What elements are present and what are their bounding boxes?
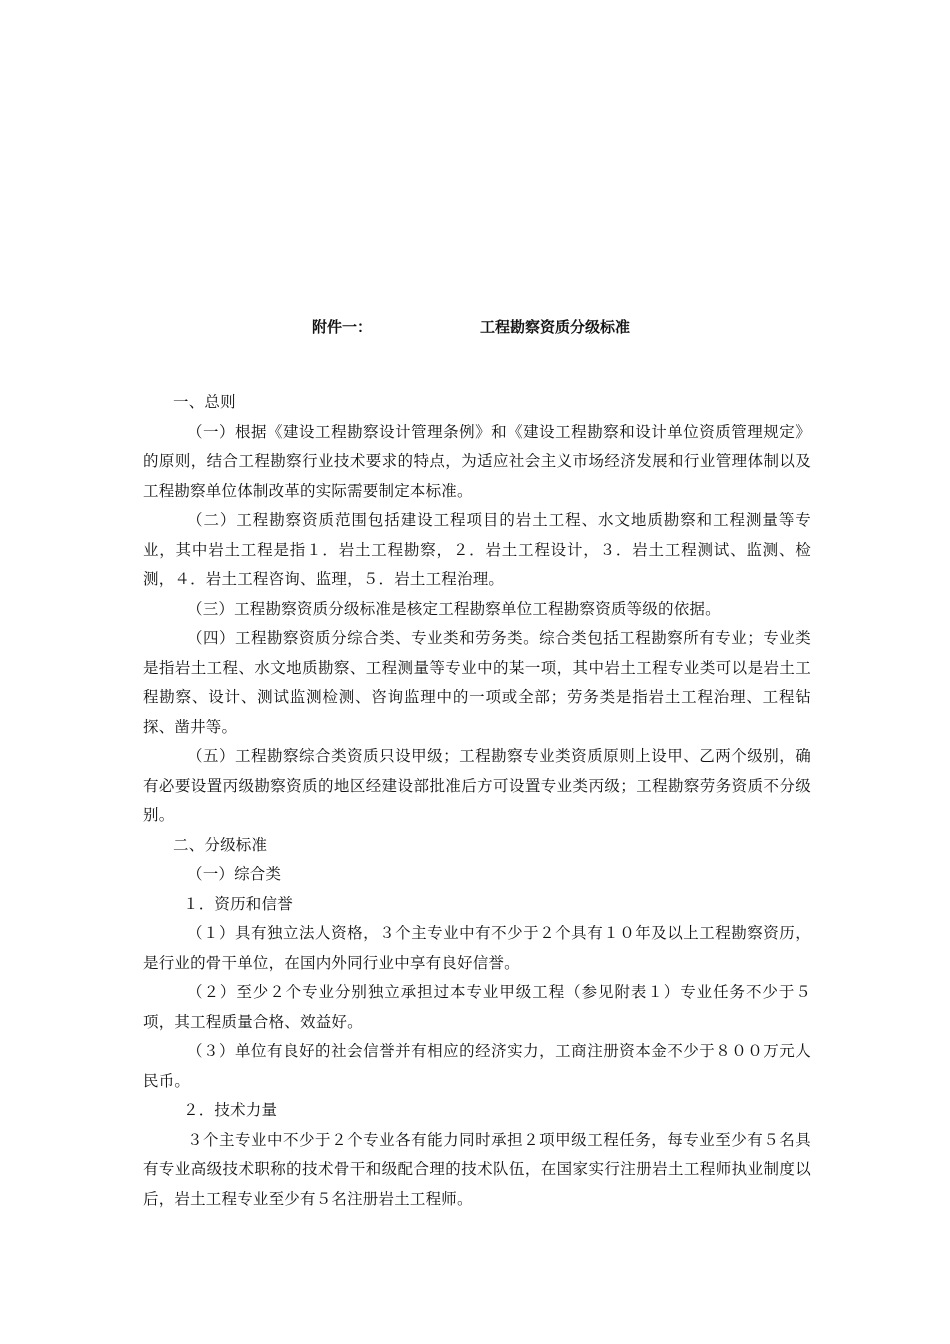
attachment-label: 附件一： (312, 318, 373, 336)
paragraph: （三）工程勘察资质分级标准是核定工程勘察单位工程勘察资质等级的依据。 (187, 599, 721, 618)
document-title: 工程勘察资质分级标准 (480, 318, 631, 336)
paragraph: ３个主专业中不少于２个专业各有能力同时承担２项甲级工程任务，每专业至少有５名具有专业高级技术职称的技术骨干和级配合理的技术队伍，在国家实行注册岩土工程师执业制度以后，岩土工程专业至少有５名注册岩土工程师。 (143, 1130, 811, 1208)
paragraph: （二）工程勘察资质范围包括建设工程项目的岩土工程、水文地质勘察和工程测量等专业，其中岩土工程是指１．岩土工程勘察，２．岩土工程设计，３．岩土工程测试、监测、检测，４．岩土工程咨询、监理，５．岩土工程治理。 (143, 511, 811, 588)
paragraph: （五）工程勘察综合类资质只设甲级；工程勘察专业类资质原则上设甲、乙两个级别，确有必要设置丙级勘察资质的地区经建设部批准后方可设置专业类丙级；工程勘察劳务资质不分级别。 (143, 747, 811, 824)
section-heading: 二、分级标准 (173, 835, 268, 854)
section-heading: 一、总则 (173, 393, 236, 411)
title-row (0, 316, 950, 338)
item-heading: １．资历和信誉 (183, 894, 293, 913)
document-body (143, 388, 811, 1214)
subsection-heading: （一）综合类 (187, 865, 282, 883)
paragraph: （３）单位有良好的社会信誉并有相应的经济实力，工商注册资本金不少于８００万元人民币。 (143, 1042, 811, 1090)
paragraph: （四）工程勘察资质分综合类、专业类和劳务类。综合类包括工程勘察所有专业；专业类是指岩土工程、水文地质勘察、工程测量等专业中的某一项，其中岩土工程专业类可以是岩土工程勘察、设计、测试监测检测、咨询监理中的一项或全部；劳务类是指岩土工程治理、工程钻探、凿井等。 (143, 629, 811, 736)
paragraph: （２）至少２个专业分别独立承担过本专业甲级工程（参见附表１）专业任务不少于５项，其工程质量合格、效益好。 (143, 983, 811, 1031)
paragraph: （１）具有独立法人资格，３个主专业中有不少于２个具有１０年及以上工程勘察资历，是行业的骨干单位，在国内外同行业中享有良好信誉。 (143, 924, 811, 972)
item-heading: ２．技术力量 (183, 1101, 278, 1119)
paragraph: （一）根据《建设工程勘察设计管理条例》和《建设工程勘察和设计单位资质管理规定》的原则，结合工程勘察行业技术要求的特点，为适应社会主义市场经济发展和行业管理体制以及工程勘察单位体制改革的实际需要制定本标准。 (143, 422, 811, 500)
